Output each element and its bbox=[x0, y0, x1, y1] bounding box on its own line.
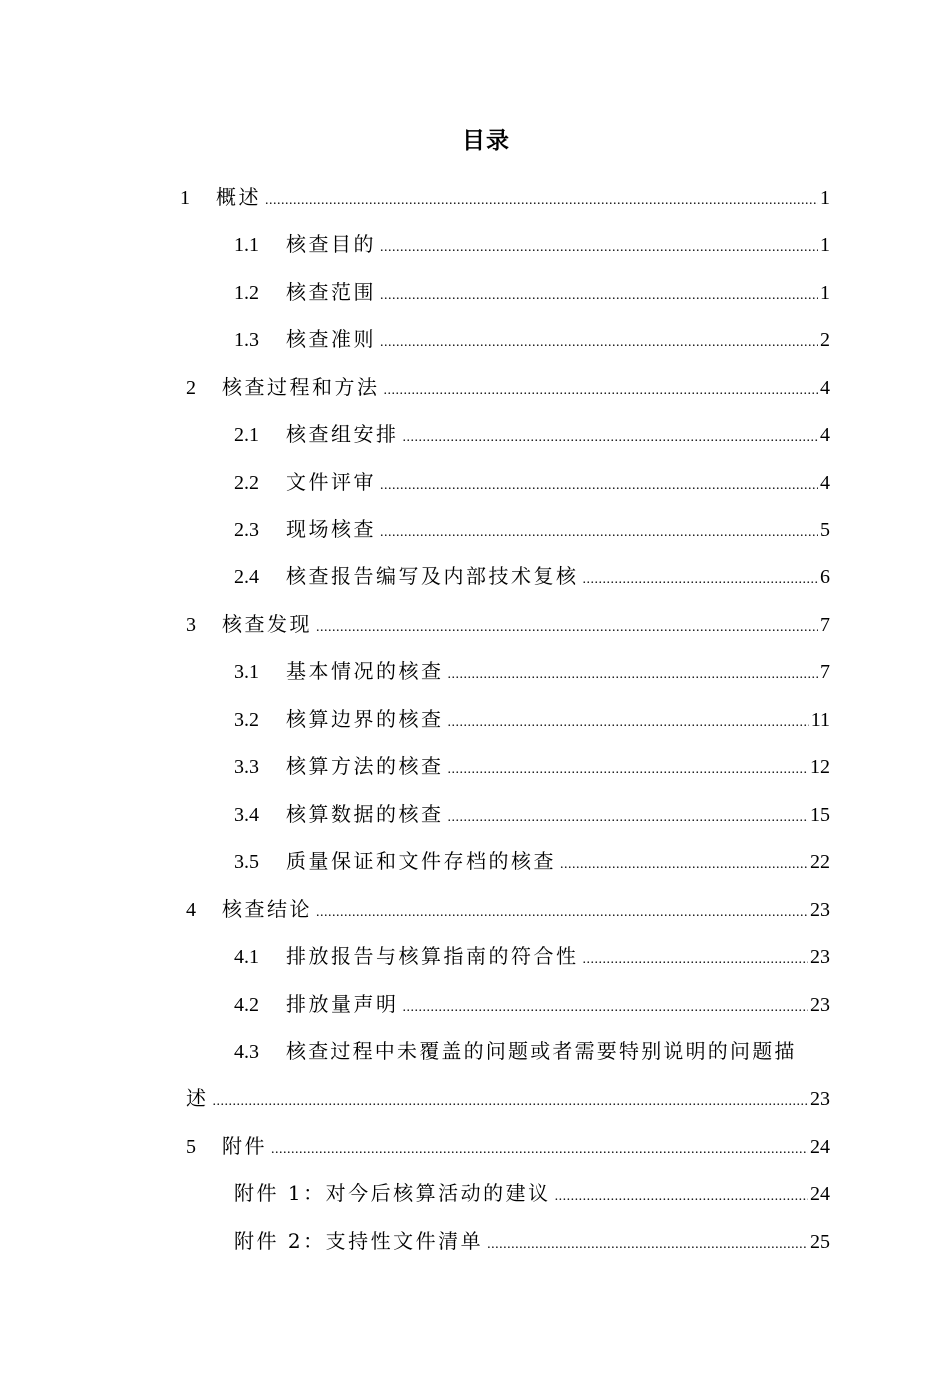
toc-entry-4-3-continuation[interactable] bbox=[186, 1086, 830, 1114]
toc-entry-page: 25 bbox=[810, 1231, 830, 1253]
toc-entry-page: 24 bbox=[810, 1183, 830, 1205]
toc-entry-label: 核查过程中未覆盖的问题或者需要特别说明的问题描 bbox=[286, 1039, 797, 1063]
toc-entry-page: 4 bbox=[820, 424, 830, 446]
toc-leader bbox=[265, 189, 818, 213]
toc-entry-4[interactable] bbox=[186, 897, 830, 925]
toc-entry-label: 现场核查 bbox=[286, 517, 376, 541]
toc-leader bbox=[316, 616, 818, 640]
toc-entry-label: 核查准则 bbox=[286, 327, 376, 351]
toc-entry-number: 2.4 bbox=[234, 566, 259, 588]
toc-entry-page: 11 bbox=[810, 709, 830, 731]
toc-entry-3-1[interactable] bbox=[234, 659, 830, 687]
toc-leader bbox=[448, 711, 809, 735]
toc-entry-page: 12 bbox=[810, 756, 830, 778]
toc-entry-page: 5 bbox=[820, 519, 830, 541]
toc-entry-page: 22 bbox=[810, 851, 830, 873]
toc-entry-label: 核查范围 bbox=[286, 280, 376, 304]
toc-leader bbox=[448, 663, 819, 687]
toc-entry-number: 1.1 bbox=[234, 234, 259, 256]
toc-entry-2[interactable] bbox=[186, 375, 830, 403]
toc-leader bbox=[555, 1185, 808, 1209]
toc-leader bbox=[316, 901, 808, 925]
toc-entry-page: 7 bbox=[820, 661, 830, 683]
toc-entry-number: 3.5 bbox=[234, 851, 259, 873]
toc-leader bbox=[583, 948, 809, 972]
toc-entry-number: 4.2 bbox=[234, 994, 259, 1016]
toc-entry-label: 概述 bbox=[216, 185, 261, 209]
toc-entry-label: 基本情况的核查 bbox=[286, 659, 444, 683]
toc-entry-page: 23 bbox=[810, 946, 830, 968]
toc-entry-appendix-2[interactable] bbox=[234, 1229, 830, 1257]
toc-entry-3[interactable] bbox=[186, 612, 830, 640]
toc-entry-page: 2 bbox=[820, 329, 830, 351]
toc-leader bbox=[380, 331, 818, 355]
toc-entry-page: 7 bbox=[820, 614, 830, 636]
toc-entry-number: 2 bbox=[186, 377, 196, 399]
toc-entry-label: 核查报告编写及内部技术复核 bbox=[286, 564, 579, 588]
toc-entry-page: 1 bbox=[820, 282, 830, 304]
toc-entry-label: 核算边界的核查 bbox=[286, 707, 444, 731]
toc-entry-2-3[interactable] bbox=[234, 517, 830, 545]
toc-entry-page: 23 bbox=[810, 899, 830, 921]
toc-entry-number: 4 bbox=[186, 899, 196, 921]
toc-entry-label: 核算方法的核查 bbox=[286, 754, 444, 778]
toc-leader bbox=[448, 758, 809, 782]
toc-entry-label: 排放量声明 bbox=[286, 992, 399, 1016]
toc-entry-number: 4.3 bbox=[234, 1041, 259, 1063]
toc-entry-number: 3.2 bbox=[234, 709, 259, 731]
toc-entry-number: 1.3 bbox=[234, 329, 259, 351]
toc-leader bbox=[384, 379, 819, 403]
toc-leader bbox=[213, 1090, 809, 1114]
toc-entry-1[interactable] bbox=[180, 185, 830, 213]
toc-entry-number: 2.2 bbox=[234, 472, 259, 494]
toc-leader bbox=[380, 474, 818, 498]
toc-title: 目录 bbox=[462, 128, 510, 154]
toc-leader bbox=[380, 236, 818, 260]
toc-entry-page: 6 bbox=[820, 566, 830, 588]
toc-entry-3-2[interactable] bbox=[234, 707, 830, 735]
toc-leader bbox=[403, 996, 809, 1020]
toc-entry-number: 5 bbox=[186, 1136, 196, 1158]
toc-entry-page: 4 bbox=[820, 472, 830, 494]
toc-entry-label: 附件 bbox=[222, 1134, 267, 1158]
toc-entry-page: 23 bbox=[810, 994, 830, 1016]
toc-leader bbox=[487, 1233, 808, 1257]
toc-entry-label: 核算数据的核查 bbox=[286, 802, 444, 826]
toc-entry-label: 质量保证和文件存档的核查 bbox=[286, 849, 556, 873]
toc-entry-appendix-1[interactable] bbox=[234, 1181, 830, 1209]
toc-entry-page: 23 bbox=[810, 1088, 830, 1110]
toc-entry-2-2[interactable] bbox=[234, 470, 830, 498]
toc-leader bbox=[380, 521, 818, 545]
toc-entry-1-2[interactable] bbox=[234, 280, 830, 308]
toc-entry-label: 核查组安排 bbox=[286, 422, 399, 446]
toc-entry-page: 1 bbox=[820, 234, 830, 256]
toc-entry-label: 附件 2：支持性文件清单 bbox=[234, 1229, 484, 1253]
toc-entry-page: 4 bbox=[820, 377, 830, 399]
toc-leader bbox=[380, 284, 818, 308]
toc-leader bbox=[583, 568, 819, 592]
toc-entry-number: 3.1 bbox=[234, 661, 259, 683]
toc-entry-4-2[interactable] bbox=[234, 992, 830, 1020]
toc-entry-2-4[interactable] bbox=[234, 564, 830, 592]
toc-entry-label: 排放报告与核算指南的符合性 bbox=[286, 944, 579, 968]
toc-entry-number: 1.2 bbox=[234, 282, 259, 304]
toc-entry-label: 附件 1：对今后核算活动的建议 bbox=[234, 1181, 551, 1205]
toc-leader bbox=[271, 1138, 808, 1162]
toc-entry-4-3-first-line[interactable] bbox=[234, 1039, 830, 1064]
toc-entry-3-5[interactable] bbox=[234, 849, 830, 877]
toc-entry-number: 3.4 bbox=[234, 804, 259, 826]
toc-leader bbox=[403, 426, 819, 450]
toc-entry-2-1[interactable] bbox=[234, 422, 830, 450]
toc-entry-label: 核查过程和方法 bbox=[222, 375, 380, 399]
toc-entry-page: 1 bbox=[820, 187, 830, 209]
toc-leader bbox=[448, 806, 809, 830]
toc-entry-number: 2.3 bbox=[234, 519, 259, 541]
toc-entry-5[interactable] bbox=[186, 1134, 830, 1162]
toc-leader bbox=[560, 853, 808, 877]
toc-entry-label: 核查发现 bbox=[222, 612, 312, 636]
toc-entry-number: 4.1 bbox=[234, 946, 259, 968]
toc-entry-label: 核查目的 bbox=[286, 232, 376, 256]
toc-entry-1-3[interactable] bbox=[234, 327, 830, 355]
toc-entry-4-1[interactable] bbox=[234, 944, 830, 972]
toc-entry-label: 文件评审 bbox=[286, 470, 376, 494]
toc-entry-page: 24 bbox=[810, 1136, 830, 1158]
toc-entry-3-3[interactable] bbox=[234, 754, 830, 782]
toc-entry-label: 核查结论 bbox=[222, 897, 312, 921]
toc-entry-number: 1 bbox=[180, 187, 190, 209]
toc-entry-label-continuation: 述 bbox=[186, 1086, 209, 1110]
toc-entry-page: 15 bbox=[810, 804, 830, 826]
toc-entry-1-1[interactable] bbox=[234, 232, 830, 260]
toc-entry-number: 3.3 bbox=[234, 756, 259, 778]
toc-entry-3-4[interactable] bbox=[234, 802, 830, 830]
toc-entry-number: 3 bbox=[186, 614, 196, 636]
toc-entry-number: 2.1 bbox=[234, 424, 259, 446]
